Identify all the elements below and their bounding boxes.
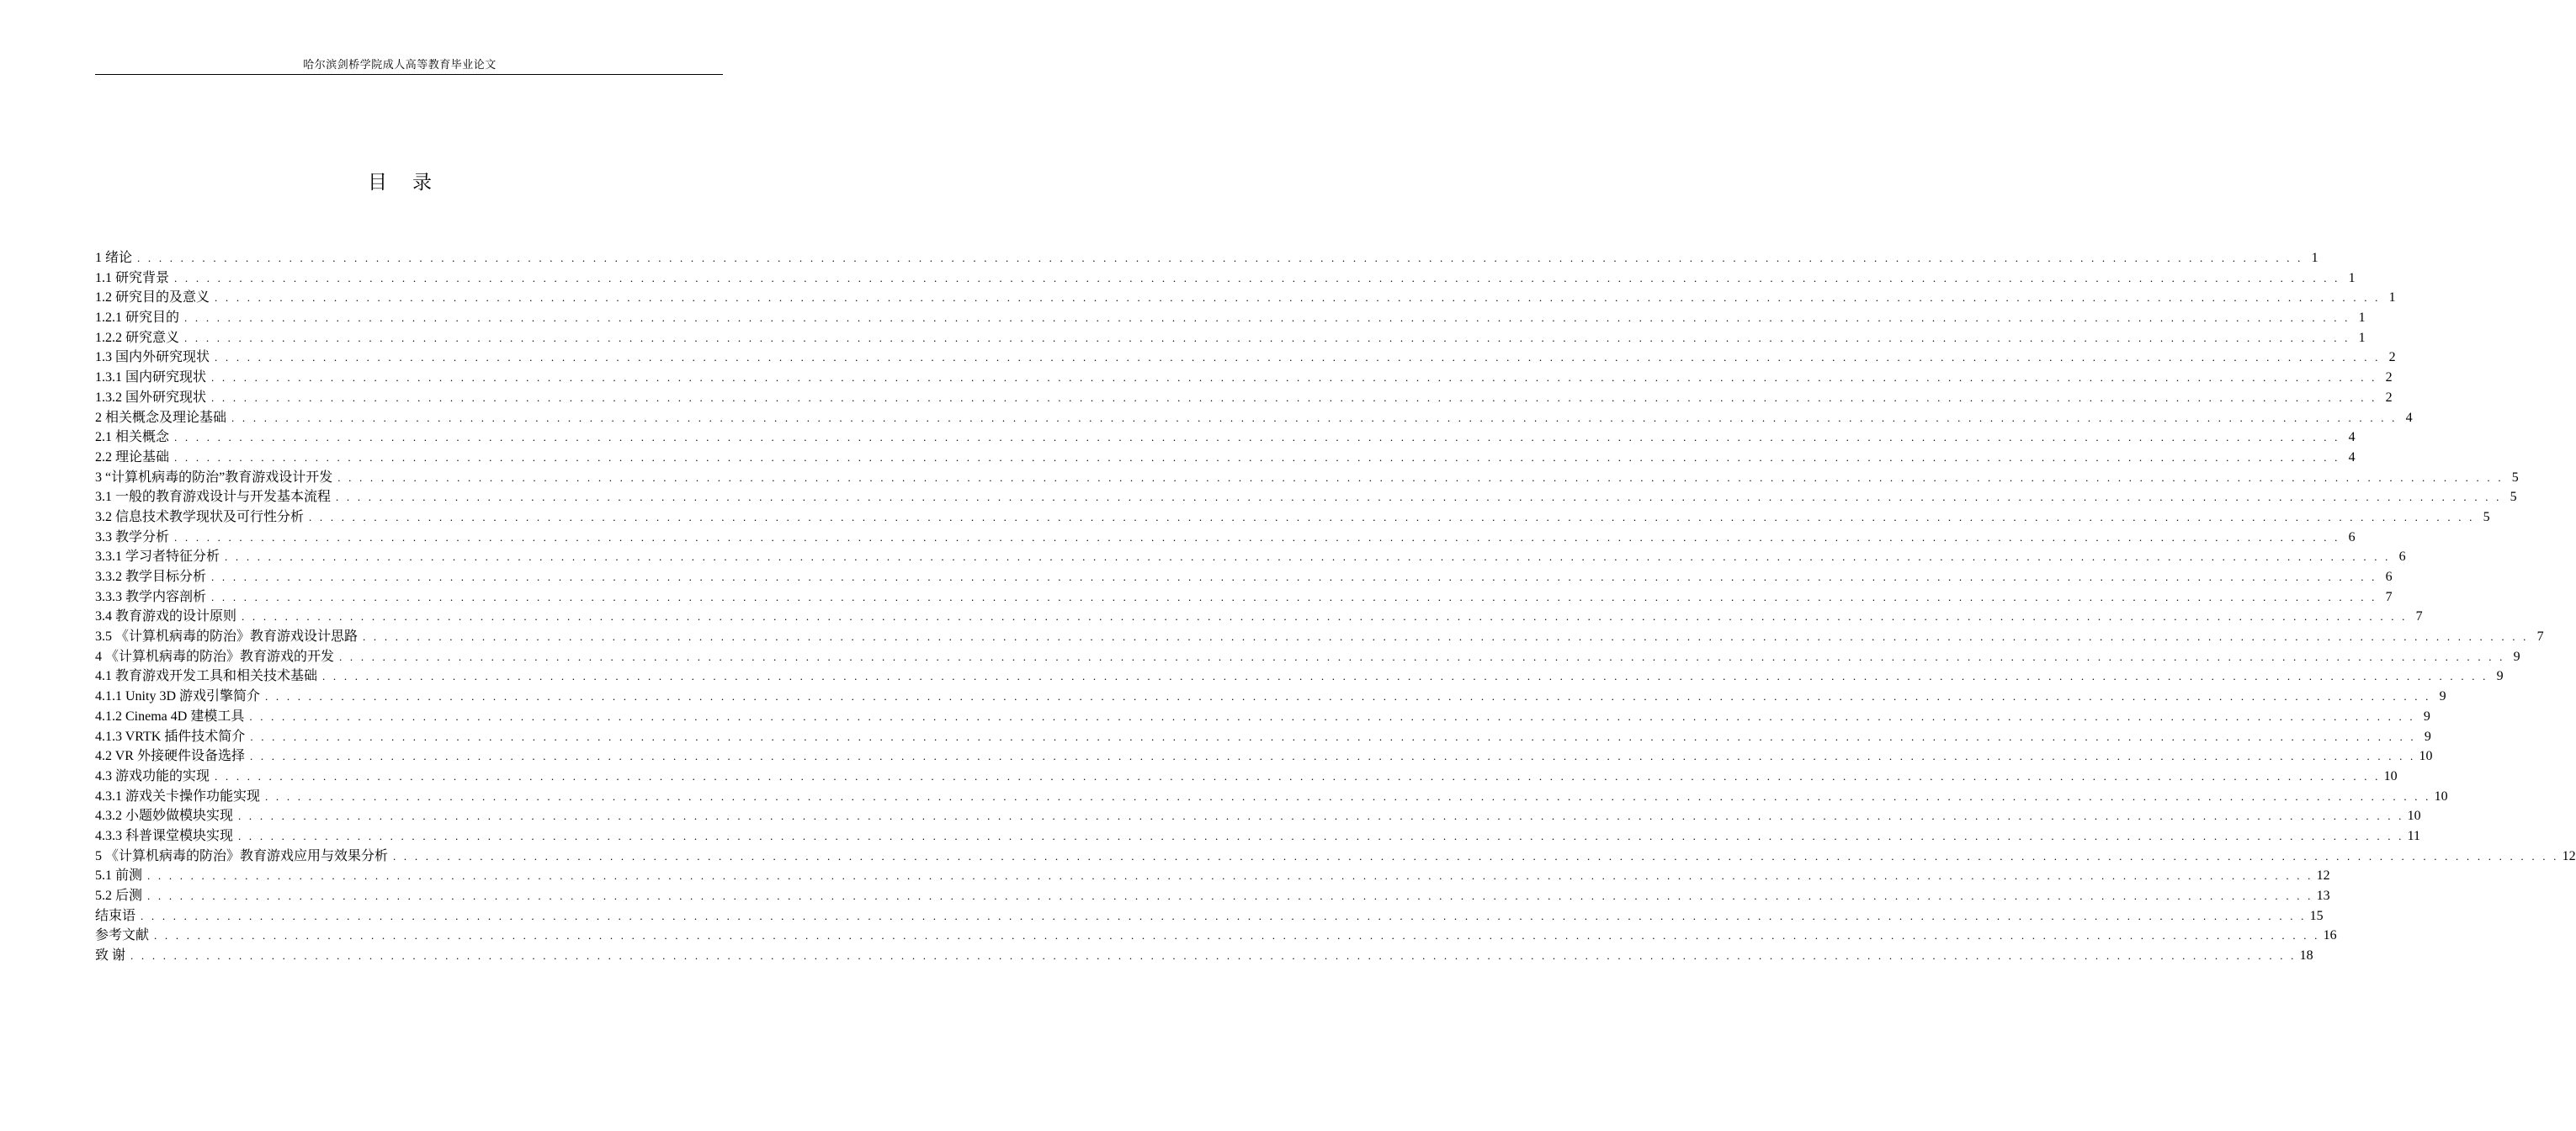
toc-entry[interactable] (95, 866, 2330, 886)
toc-entry[interactable] (95, 806, 2421, 826)
toc-entry-page-number: 12 (2316, 868, 2330, 884)
toc-entry-label: 4.2 VR 外接硬件设备选择 (95, 749, 245, 764)
toc-entry-label: 1.3.1 国内研究现状 (95, 370, 207, 385)
toc-entry-label: 1.3.2 国外研究现状 (95, 390, 207, 405)
toc-entry-page-number: 7 (2536, 629, 2544, 645)
toc-entry-page-number: 6 (2385, 570, 2393, 584)
toc-entry-page-number: 10 (2407, 809, 2421, 824)
toc-entry[interactable] (95, 348, 2396, 368)
dot-leader: . . . . . . . . . . . . . . . . . . . . . . . . . . . . . . . . . . . . . . . . . . . . . . . . . . . . . . . . . . . . . . . . . . . . . . . . . . . . . . . . . . . . . . . . . . . . . . . . . . . . . . . . . . . . . . . . . . . . . . . . . . . . . . . . . . . . . . . . . . . . . . . . . . . . . . . . . . . . . . . . . . . . . . . . . . . . . . . . . . . . . . . . . . . . . . . . . . . . . . . . (215, 351, 2381, 364)
toc-entry-page-number: 11 (2407, 828, 2420, 843)
toc-entry[interactable] (95, 627, 2544, 647)
toc-entry-label: 2.2 理论基础 (95, 449, 170, 465)
toc-entry-page-number: 1 (2311, 251, 2318, 265)
toc-entry-page-number: 5 (2483, 509, 2490, 524)
dot-leader: . . . . . . . . . . . . . . . . . . . . . . . . . . . . . . . . . . . . . . . . . . . . . . . . . . . . . . . . . . . . . . . . . . . . . . . . . . . . . . . . . . . . . . . . . . . . . . . . . . . . . . . . . . . . . . . . . . . . . . . . . . . . . . . . . . . . . . . . . . . . . . . . . . . . . . . . . . . . . . . . . . . . . . . . . . . . . . . . . . . . . . . . . . . . . . . . . . . . . . . . (211, 590, 2377, 603)
toc-entry-page-number: 10 (2383, 768, 2398, 783)
toc-entry-label: 1.2.1 研究目的 (95, 311, 180, 326)
dot-leader: . . . . . . . . . . . . . . . . . . . . . . . . . . . . . . . . . . . . . . . . . . . . . . . . . . . . . . . . . . . . . . . . . . . . . . . . . . . . . . . . . . . . . . . . . . . . . . . . . . . . . . . . . . . . . . . . . . . . . . . . . . . . . . . . . . . . . . . . . . . . . . . . . . . . . . . . . . . . . . . . . . . . . . . . . . . . . . . . . . . . . . . . . . . . . . . . . . . . . . . . (174, 450, 2340, 464)
toc-entry-label: 3.1 一般的教育游戏设计与开发基本流程 (95, 490, 332, 505)
toc-entry[interactable] (95, 767, 2398, 787)
toc-entry[interactable] (95, 328, 2366, 348)
toc-entry-label: 4.3.1 游戏关卡操作功能实现 (95, 789, 261, 804)
toc-entry-label: 致 谢 (95, 948, 126, 964)
dot-leader: . . . . . . . . . . . . . . . . . . . . . . . . . . . . . . . . . . . . . . . . . . . . . . . . . . . . . . . . . . . . . . . . . . . . . . . . . . . . . . . . . . . . . . . . . . . . . . . . . . . . . . . . . . . . . . . . . . . . . . . . . . . . . . . . . . . . . . . . . . . . . . . . . . . . . . . . . . . . . . . . . . . . . . . . . . . . . . . . . . . . . . . . . . . . . . . . . . . . . . . . (154, 929, 2320, 942)
toc-entry-label: 参考文献 (95, 928, 150, 943)
toc-entry-label: 1.2 研究目的及意义 (95, 290, 210, 305)
dot-leader: . . . . . . . . . . . . . . . . . . . . . . . . . . . . . . . . . . . . . . . . . . . . . . . . . . . . . . . . . . . . . . . . . . . . . . . . . . . . . . . . . . . . . . . . . . . . . . . . . . . . . . . . . . . . . . . . . . . . . . . . . . . . . . . . . . . . . . . . . . . . . . . . . . . . . . . . . . . . . . . . . . . . . . . . . . . . . . . . . . . . . . . . . . . . . . . . . . . . . . . . (238, 829, 2404, 842)
dot-leader: . . . . . . . . . . . . . . . . . . . . . . . . . . . . . . . . . . . . . . . . . . . . . . . . . . . . . . . . . . . . . . . . . . . . . . . . . . . . . . . . . . . . . . . . . . . . . . . . . . . . . . . . . . . . . . . . . . . . . . . . . . . . . . . . . . . . . . . . . . . . . . . . . . . . . . . . . . . . . . . . . . . . . . . . . . . . . . . . . . . . . . . . . . . . . . . . . . . . . . . . (339, 650, 2505, 663)
toc-entry-page-number: 10 (2434, 789, 2448, 804)
dot-leader: . . . . . . . . . . . . . . . . . . . . . . . . . . . . . . . . . . . . . . . . . . . . . . . . . . . . . . . . . . . . . . . . . . . . . . . . . . . . . . . . . . . . . . . . . . . . . . . . . . . . . . . . . . . . . . . . . . . . . . . . . . . . . . . . . . . . . . . . . . . . . . . . . . . . . . . . . . . . . . . . . . . . . . . . . . . . . . . . . . . . . . . . . . . . . . . . . . . . . . . . (174, 431, 2340, 444)
toc-entry-page-number: 12 (2562, 848, 2576, 863)
dot-leader: . . . . . . . . . . . . . . . . . . . . . . . . . . . . . . . . . . . . . . . . . . . . . . . . . . . . . . . . . . . . . . . . . . . . . . . . . . . . . . . . . . . . . . . . . . . . . . . . . . . . . . . . . . . . . . . . . . . . . . . . . . . . . . . . . . . . . . . . . . . . . . . . . . . . . . . . . . . . . . . . . . . . . . . . . . . . . . . . . . . . . . . . . . . . . . . . . . . . . . . . (242, 610, 2408, 624)
toc-entry[interactable] (95, 787, 2448, 807)
toc-entry-page-number: 15 (2309, 908, 2324, 923)
toc-entry-page-number: 9 (2496, 669, 2504, 684)
toc-entry[interactable] (95, 567, 2393, 587)
toc-entry[interactable] (95, 826, 2420, 847)
toc-entry[interactable] (95, 368, 2393, 388)
toc-entry-page-number: 1 (2358, 330, 2366, 345)
toc-entry-page-number: 7 (2415, 609, 2423, 624)
toc-entry-page-number: 2 (2385, 390, 2393, 405)
toc-entry-page-number: 1 (2348, 270, 2356, 285)
running-header: 哈尔滨剑桥学院成人高等教育毕业论文 (303, 58, 497, 71)
toc-entry[interactable] (95, 707, 2430, 727)
toc-entry[interactable] (95, 587, 2393, 608)
dot-leader: . . . . . . . . . . . . . . . . . . . . . . . . . . . . . . . . . . . . . . . . . . . . . . . . . . . . . . . . . . . . . . . . . . . . . . . . . . . . . . . . . . . . . . . . . . . . . . . . . . . . . . . . . . . . . . . . . . . . . . . . . . . . . . . . . . . . . . . . . . . . . . . . . . . . . . . . . . . . . . . . . . . . . . . . . . . . . . . . . . . . . . . . . . . . . . . . . . . . . . . . (337, 470, 2504, 484)
toc-entry[interactable] (95, 448, 2356, 468)
toc-entry[interactable] (95, 926, 2337, 946)
dot-leader: . . . . . . . . . . . . . . . . . . . . . . . . . . . . . . . . . . . . . . . . . . . . . . . . . . . . . . . . . . . . . . . . . . . . . . . . . . . . . . . . . . . . . . . . . . . . . . . . . . . . . . . . . . . . . . . . . . . . . . . . . . . . . . . . . . . . . . . . . . . . . . . . . . . . . . . . . . . . . . . . . . . . . . . . . . . . . . . . . . . . . . . . . . . . . . . . . . . . . . . . (184, 331, 2350, 344)
toc-entry[interactable] (95, 946, 2313, 966)
dot-leader: . . . . . . . . . . . . . . . . . . . . . . . . . . . . . . . . . . . . . . . . . . . . . . . . . . . . . . . . . . . . . . . . . . . . . . . . . . . . . . . . . . . . . . . . . . . . . . . . . . . . . . . . . . . . . . . . . . . . . . . . . . . . . . . . . . . . . . . . . . . . . . . . . . . . . . . . . . . . . . . . . . . . . . . . . . . . . . . . . . . . . . . . . . . . . . . . . . . . . . . . (184, 311, 2350, 325)
toc-entry[interactable] (95, 886, 2330, 906)
dot-leader: . . . . . . . . . . . . . . . . . . . . . . . . . . . . . . . . . . . . . . . . . . . . . . . . . . . . . . . . . . . . . . . . . . . . . . . . . . . . . . . . . . . . . . . . . . . . . . . . . . . . . . . . . . . . . . . . . . . . . . . . . . . . . . . . . . . . . . . . . . . . . . . . . . . . . . . . . . . . . . . . . . . . . . . . . . . . . . . . . . . . . . . . . . . . . . . . . . . . . . . . (250, 730, 2416, 743)
dot-leader: . . . . . . . . . . . . . . . . . . . . . . . . . . . . . . . . . . . . . . . . . . . . . . . . . . . . . . . . . . . . . . . . . . . . . . . . . . . . . . . . . . . . . . . . . . . . . . . . . . . . . . . . . . . . . . . . . . . . . . . . . . . . . . . . . . . . . . . . . . . . . . . . . . . . . . . . . . . . . . . . . . . . . . . . . . . . . . . . . . . . . . . . . . . . . . . . . . . . . . . . (137, 252, 2303, 264)
dot-leader: . . . . . . . . . . . . . . . . . . . . . . . . . . . . . . . . . . . . . . . . . . . . . . . . . . . . . . . . . . . . . . . . . . . . . . . . . . . . . . . . . . . . . . . . . . . . . . . . . . . . . . . . . . . . . . . . . . . . . . . . . . . . . . . . . . . . . . . . . . . . . . . . . . . . . . . . . . . . . . . . . . . . . . . . . . . . . . . . . . . . . . . . . . . . . . . . . . . . . . . . (211, 390, 2377, 404)
toc-entry-page-number: 9 (2423, 709, 2430, 724)
toc-entry-label: 1 绪论 (95, 251, 133, 265)
toc-entry-label: 3.5 《计算机病毒的防治》教育游戏设计思路 (95, 629, 359, 645)
dot-leader: . . . . . . . . . . . . . . . . . . . . . . . . . . . . . . . . . . . . . . . . . . . . . . . . . . . . . . . . . . . . . . . . . . . . . . . . . . . . . . . . . . . . . . . . . . . . . . . . . . . . . . . . . . . . . . . . . . . . . . . . . . . . . . . . . . . . . . . . . . . . . . . . . . . . . . . . . . . . . . . . . . . . . . . . . . . . . . . . . . . . . . . . . . . . . . . . . . . . . . . . (309, 510, 2475, 523)
toc-entry-label: 4.1.3 VRTK 插件技术简介 (95, 729, 246, 744)
toc-entry-page-number: 5 (2511, 470, 2519, 485)
toc-entry-page-number: 13 (2316, 889, 2330, 903)
toc-entry[interactable] (95, 288, 2396, 308)
dot-leader: . . . . . . . . . . . . . . . . . . . . . . . . . . . . . . . . . . . . . . . . . . . . . . . . . . . . . . . . . . . . . . . . . . . . . . . . . . . . . . . . . . . . . . . . . . . . . . . . . . . . . . . . . . . . . . . . . . . . . . . . . . . . . . . . . . . . . . . . . . . . . . . . . . . . . . . . . . . . . . . . . . . . . . . . . . . . . . . . . . . . . . . . . . . . . . . . . . . . . . . . (336, 491, 2502, 504)
toc-entry-label: 3.4 教育游戏的设计原则 (95, 609, 237, 624)
toc-entry-label: 4.3.2 小题妙做模块实现 (95, 809, 234, 824)
toc-entry-page-number: 1 (2358, 311, 2366, 326)
toc-entry-label: 5 《计算机病毒的防治》教育游戏应用与效果分析 (95, 848, 389, 863)
toc-entry[interactable] (95, 468, 2519, 488)
toc-entry-page-number: 18 (2299, 948, 2313, 964)
toc-entry-page-number: 9 (2513, 649, 2520, 664)
dot-leader: . . . . . . . . . . . . . . . . . . . . . . . . . . . . . . . . . . . . . . . . . . . . . . . . . . . . . . . . . . . . . . . . . . . . . . . . . . . . . . . . . . . . . . . . . . . . . . . . . . . . . . . . . . . . . . . . . . . . . . . . . . . . . . . . . . . . . . . . . . . . . . . . . . . . . . . . . . . . . . . . . . . . . . . . . . . . . . . . . . . . . . . . . . . . . . . . . . . . . . . . (147, 869, 2313, 883)
dot-leader: . . . . . . . . . . . . . . . . . . . . . . . . . . . . . . . . . . . . . . . . . . . . . . . . . . . . . . . . . . . . . . . . . . . . . . . . . . . . . . . . . . . . . . . . . . . . . . . . . . . . . . . . . . . . . . . . . . . . . . . . . . . . . . . . . . . . . . . . . . . . . . . . . . . . . . . . . . . . . . . . . . . . . . . . . . . . . . . . . . . . . . . . . . . . . . . . . . . . . . . . (174, 530, 2340, 544)
dot-leader: . . . . . . . . . . . . . . . . . . . . . . . . . . . . . . . . . . . . . . . . . . . . . . . . . . . . . . . . . . . . . . . . . . . . . . . . . . . . . . . . . . . . . . . . . . . . . . . . . . . . . . . . . . . . . . . . . . . . . . . . . . . . . . . . . . . . . . . . . . . . . . . . . . . . . . . . . . . . . . . . . . . . . . . . . . . . . . . . . . . . . . . . . . . . . . . . . . . . . . . . (174, 271, 2340, 284)
toc-entry-label: 3.3.1 学习者特征分析 (95, 550, 220, 565)
toc-entry-label: 4.3.3 科普课堂模块实现 (95, 828, 234, 843)
toc-entry-label: 2 相关概念及理论基础 (95, 410, 227, 425)
dot-leader: . . . . . . . . . . . . . . . . . . . . . . . . . . . . . . . . . . . . . . . . . . . . . . . . . . . . . . . . . . . . . . . . . . . . . . . . . . . . . . . . . . . . . . . . . . . . . . . . . . . . . . . . . . . . . . . . . . . . . . . . . . . . . . . . . . . . . . . . . . . . . . . . . . . . . . . . . . . . . . . . . . . . . . . . . . . . . . . . . . . . . . . . . . . . . . . . . . . . . . . . (130, 949, 2297, 963)
toc-entry-label: 4.1 教育游戏开发工具和相关技术基础 (95, 669, 318, 684)
toc-entry-page-number: 16 (2323, 928, 2337, 943)
dot-leader: . . . . . . . . . . . . . . . . . . . . . . . . . . . . . . . . . . . . . . . . . . . . . . . . . . . . . . . . . . . . . . . . . . . . . . . . . . . . . . . . . . . . . . . . . . . . . . . . . . . . . . . . . . . . . . . . . . . . . . . . . . . . . . . . . . . . . . . . . . . . . . . . . . . . . . . . . . . . . . . . . . . . . . . . . . . . . . . . . . . . . . . . . . . . . . . . . . . . . . . . (141, 909, 2307, 922)
toc-entry-page-number: 4 (2405, 410, 2413, 425)
dot-leader: . . . . . . . . . . . . . . . . . . . . . . . . . . . . . . . . . . . . . . . . . . . . . . . . . . . . . . . . . . . . . . . . . . . . . . . . . . . . . . . . . . . . . . . . . . . . . . . . . . . . . . . . . . . . . . . . . . . . . . . . . . . . . . . . . . . . . . . . . . . . . . . . . . . . . . . . . . . . . . . . . . . . . . . . . . . . . . . . . . . . . . . . . . . . . . . . . . . . . . . . (249, 709, 2415, 723)
toc-entry-page-number: 2 (2388, 350, 2396, 365)
toc-entry-label: 5.1 前测 (95, 868, 143, 884)
toc-entry[interactable] (95, 427, 2356, 448)
header-divider (95, 74, 723, 75)
toc-entry-label: 3.3.2 教学目标分析 (95, 570, 207, 584)
toc-entry-page-number: 10 (2419, 749, 2433, 764)
toc-entry[interactable] (95, 308, 2366, 328)
toc-entry-page-number: 1 (2388, 290, 2396, 305)
toc-entry-page-number: 5 (2510, 490, 2517, 505)
dot-leader: . . . . . . . . . . . . . . . . . . . . . . . . . . . . . . . . . . . . . . . . . . . . . . . . . . . . . . . . . . . . . . . . . . . . . . . . . . . . . . . . . . . . . . . . . . . . . . . . . . . . . . . . . . . . . . . . . . . . . . . . . . . . . . . . . . . . . . . . . . . . . . . . . . . . . . . . . . . . . . . . . . . . . . . . . . . . . . . . . . . . . . . . . . . . . . . . . . . . . . . . (211, 571, 2377, 583)
dot-leader: . . . . . . . . . . . . . . . . . . . . . . . . . . . . . . . . . . . . . . . . . . . . . . . . . . . . . . . . . . . . . . . . . . . . . . . . . . . . . . . . . . . . . . . . . . . . . . . . . . . . . . . . . . . . . . . . . . . . . . . . . . . . . . . . . . . . . . . . . . . . . . . . . . . . . . . . . . . . . . . . . . . . . . . . . . . . . . . . . . . . . . . . . . . . . . . . . . . . . . . . (322, 670, 2488, 683)
toc-entry-label: 4.1.1 Unity 3D 游戏引擎简介 (95, 689, 261, 704)
dot-leader: . . . . . . . . . . . . . . . . . . . . . . . . . . . . . . . . . . . . . . . . . . . . . . . . . . . . . . . . . . . . . . . . . . . . . . . . . . . . . . . . . . . . . . . . . . . . . . . . . . . . . . . . . . . . . . . . . . . . . . . . . . . . . . . . . . . . . . . . . . . . . . . . . . . . . . . . . . . . . . . . . . . . . . . . . . . . . . . . . . . . . . . . . . . . . . . . . . . . . . . . (249, 750, 2416, 763)
toc-entry-label: 结束语 (95, 908, 136, 923)
toc-entry[interactable] (95, 666, 2504, 687)
toc-entry-page-number: 4 (2348, 449, 2356, 465)
toc-entry-page-number: 2 (2385, 370, 2393, 385)
toc-entry[interactable] (95, 528, 2356, 548)
toc-entry-label: 3.3 教学分析 (95, 529, 170, 544)
toc-entry[interactable] (95, 507, 2490, 528)
dot-leader: . . . . . . . . . . . . . . . . . . . . . . . . . . . . . . . . . . . . . . . . . . . . . . . . . . . . . . . . . . . . . . . . . . . . . . . . . . . . . . . . . . . . . . . . . . . . . . . . . . . . . . . . . . . . . . . . . . . . . . . . . . . . . . . . . . . . . . . . . . . . . . . . . . . . . . . . . . . . . . . . . . . . . . . . . . . . . . . . . . . . . . . . . . . . . . . . . . . . . . . . (215, 291, 2381, 305)
toc-entry[interactable] (95, 547, 2406, 567)
toc-entry-label: 2.1 相关概念 (95, 430, 170, 445)
toc-entry[interactable] (95, 248, 2318, 268)
toc-entry-label: 3 “计算机病毒的防治”教育游戏设计开发 (95, 470, 333, 485)
dot-leader: . . . . . . . . . . . . . . . . . . . . . . . . . . . . . . . . . . . . . . . . . . . . . . . . . . . . . . . . . . . . . . . . . . . . . . . . . . . . . . . . . . . . . . . . . . . . . . . . . . . . . . . . . . . . . . . . . . . . . . . . . . . . . . . . . . . . . . . . . . . . . . . . . . . . . . . . . . . . . . . . . . . . . . . . . . . . . . . . . . . . . . . . . . . . . . . . . . . . . . . . (225, 550, 2391, 564)
dot-leader: . . . . . . . . . . . . . . . . . . . . . . . . . . . . . . . . . . . . . . . . . . . . . . . . . . . . . . . . . . . . . . . . . . . . . . . . . . . . . . . . . . . . . . . . . . . . . . . . . . . . . . . . . . . . . . . . . . . . . . . . . . . . . . . . . . . . . . . . . . . . . . . . . . . . . . . . . . . . . . . . . . . . . . . . . . . . . . . . . . . . . . . . . . . . . . . . . . . . . . . . (215, 769, 2381, 783)
dot-leader: . . . . . . . . . . . . . . . . . . . . . . . . . . . . . . . . . . . . . . . . . . . . . . . . . . . . . . . . . . . . . . . . . . . . . . . . . . . . . . . . . . . . . . . . . . . . . . . . . . . . . . . . . . . . . . . . . . . . . . . . . . . . . . . . . . . . . . . . . . . . . . . . . . . . . . . . . . . . . . . . . . . . . . . . . . . . . . . . . . . . . . . . . . . . . . . . . . . . . . . . (211, 371, 2377, 385)
toc-entry[interactable] (95, 746, 2433, 767)
toc-list (95, 248, 2576, 966)
toc-entry-page-number: 9 (2439, 689, 2446, 704)
toc-entry[interactable] (95, 647, 2520, 667)
toc-entry-label: 1.3 国内外研究现状 (95, 350, 210, 365)
toc-title: 目录 (368, 172, 457, 193)
dot-leader: . . . . . . . . . . . . . . . . . . . . . . . . . . . . . . . . . . . . . . . . . . . . . . . . . . . . . . . . . . . . . . . . . . . . . . . . . . . . . . . . . . . . . . . . . . . . . . . . . . . . . . . . . . . . . . . . . . . . . . . . . . . . . . . . . . . . . . . . . . . . . . . . . . . . . . . . . . . . . . . . . . . . . . . . . . . . . . . . . . . . . . . . . . . . . . . . . . . . . . . . (363, 630, 2529, 644)
toc-entry[interactable] (95, 727, 2431, 747)
toc-entry-page-number: 6 (2348, 529, 2356, 544)
dot-leader: . . . . . . . . . . . . . . . . . . . . . . . . . . . . . . . . . . . . . . . . . . . . . . . . . . . . . . . . . . . . . . . . . . . . . . . . . . . . . . . . . . . . . . . . . . . . . . . . . . . . . . . . . . . . . . . . . . . . . . . . . . . . . . . . . . . . . . . . . . . . . . . . . . . . . . . . . . . . . . . . . . . . . . . . . . . . . . . . . . . . . . . . . . . . . . . . . . . . . . . . (147, 889, 2313, 902)
toc-entry-label: 3.3.3 教学内容剖析 (95, 589, 207, 604)
toc-entry[interactable] (95, 268, 2356, 289)
toc-entry-page-number: 7 (2385, 589, 2393, 604)
dot-leader: . . . . . . . . . . . . . . . . . . . . . . . . . . . . . . . . . . . . . . . . . . . . . . . . . . . . . . . . . . . . . . . . . . . . . . . . . . . . . . . . . . . . . . . . . . . . . . . . . . . . . . . . . . . . . . . . . . . . . . . . . . . . . . . . . . . . . . . . . . . . . . . . . . . . . . . . . . . . . . . . . . . . . . . . . . . . . . . . . . . . . . . . . . . . . . . . . . . . . . . . (265, 789, 2431, 803)
toc-entry-label: 3.2 信息技术教学现状及可行性分析 (95, 509, 305, 524)
toc-entry[interactable] (95, 388, 2393, 408)
dot-leader: . . . . . . . . . . . . . . . . . . . . . . . . . . . . . . . . . . . . . . . . . . . . . . . . . . . . . . . . . . . . . . . . . . . . . . . . . . . . . . . . . . . . . . . . . . . . . . . . . . . . . . . . . . . . . . . . . . . . . . . . . . . . . . . . . . . . . . . . . . . . . . . . . . . . . . . . . . . . . . . . . . . . . . . . . . . . . . . . . . . . . . . . . . . . . . . . . . . . . . . . (393, 849, 2559, 863)
dot-leader: . . . . . . . . . . . . . . . . . . . . . . . . . . . . . . . . . . . . . . . . . . . . . . . . . . . . . . . . . . . . . . . . . . . . . . . . . . . . . . . . . . . . . . . . . . . . . . . . . . . . . . . . . . . . . . . . . . . . . . . . . . . . . . . . . . . . . . . . . . . . . . . . . . . . . . . . . . . . . . . . . . . . . . . . . . . . . . . . . . . . . . . . . . . . . . . . . . . . . . . . (231, 411, 2398, 424)
dot-leader: . . . . . . . . . . . . . . . . . . . . . . . . . . . . . . . . . . . . . . . . . . . . . . . . . . . . . . . . . . . . . . . . . . . . . . . . . . . . . . . . . . . . . . . . . . . . . . . . . . . . . . . . . . . . . . . . . . . . . . . . . . . . . . . . . . . . . . . . . . . . . . . . . . . . . . . . . . . . . . . . . . . . . . . . . . . . . . . . . . . . . . . . . . . . . . . . . . . . . . . . (238, 810, 2404, 823)
toc-entry-page-number: 6 (2398, 550, 2406, 565)
toc-entry-label: 5.2 后测 (95, 889, 143, 903)
toc-entry-page-number: 4 (2348, 430, 2356, 445)
toc-entry[interactable] (95, 847, 2576, 867)
toc-entry-label: 4.3 游戏功能的实现 (95, 768, 210, 783)
toc-entry-label: 1.1 研究背景 (95, 270, 170, 285)
dot-leader: . . . . . . . . . . . . . . . . . . . . . . . . . . . . . . . . . . . . . . . . . . . . . . . . . . . . . . . . . . . . . . . . . . . . . . . . . . . . . . . . . . . . . . . . . . . . . . . . . . . . . . . . . . . . . . . . . . . . . . . . . . . . . . . . . . . . . . . . . . . . . . . . . . . . . . . . . . . . . . . . . . . . . . . . . . . . . . . . . . . . . . . . . . . . . . . . . . . . . . . . (265, 690, 2431, 704)
toc-entry-page-number: 9 (2424, 729, 2431, 744)
toc-entry[interactable] (95, 487, 2517, 507)
toc-entry-label: 4.1.2 Cinema 4D 建模工具 (95, 709, 245, 724)
toc-entry-label: 4 《计算机病毒的防治》教育游戏的开发 (95, 649, 335, 664)
toc-entry[interactable] (95, 408, 2413, 428)
toc-entry-label: 1.2.2 研究意义 (95, 330, 180, 345)
toc-entry[interactable] (95, 906, 2324, 927)
toc-entry[interactable] (95, 607, 2423, 627)
toc-entry[interactable] (95, 687, 2446, 707)
